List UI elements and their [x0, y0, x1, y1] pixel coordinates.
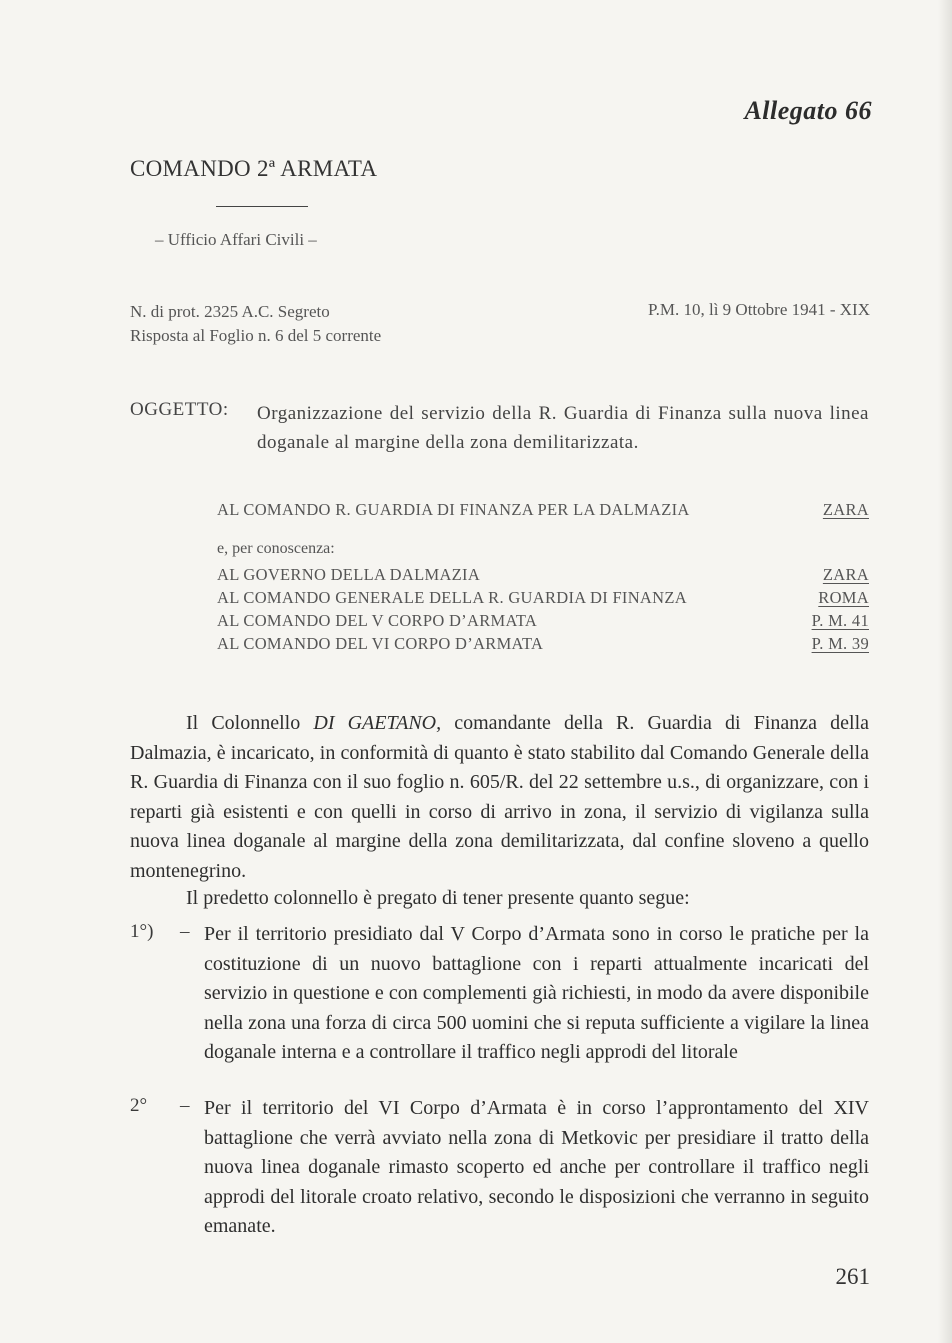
document-date: P.M. 10, lì 9 Ottobre 1941 - XIX [648, 300, 870, 319]
office-subheading: – Ufficio Affari Civili – [155, 230, 317, 249]
recipient-place: P. M. 39 [811, 634, 869, 653]
command-heading: COMANDO 2ª ARMATA [130, 156, 378, 181]
item-text: Per il territorio presidiato dal V Corpo d’Armata sono in corso le pratiche per la costituzione di un nuovo battaglione con i reparti attualmente incaricati del servizio in questione e con complementi già richiesti, in modo da avere disponibile nella zona una forza di circa 500 uomini che si reputa sufficiente a vigilare la linea doganale interna e a controllare il traffico negli approdi del litorale [204, 923, 869, 1063]
recipient-name: AL GOVERNO DELLA DALMAZIA [217, 565, 481, 584]
recipient-name: AL COMANDO R. GUARDIA DI FINANZA PER LA DALMAZIA [217, 500, 690, 519]
para1-rest: comandante della R. Guardia di Finanza della Dalmazia, è incaricato, in conformità di quanto è stato stabilito dal Comando Generale della R. Guardia di Finanza con il suo foglio n. 605/R. del 22 settembre u.s., di organizzare, con i reparti già esistenti e con quelli in corso di arrivo in zona, il servizio di vigilanza sulla nuova linea doganale al margine della zona demilitarizzata, dal confine sloveno a quello montenegrino. [130, 712, 869, 882]
item-dash: – [180, 921, 190, 942]
cc-recipient [217, 634, 869, 654]
cc-label: e, per conoscenza: [217, 540, 335, 557]
item-number: 1°) [130, 921, 154, 942]
recipient-name: AL COMANDO DEL V CORPO D’ARMATA [217, 611, 538, 630]
page-number: 261 [835, 1264, 870, 1289]
cc-recipient [217, 588, 869, 608]
recipient-place: ZARA [822, 500, 869, 519]
recipient-place: ROMA [818, 588, 869, 607]
annex-heading: Allegato 66 [744, 96, 872, 125]
body-paragraph-1 [130, 709, 869, 886]
subject-label: OGGETTO: [130, 399, 229, 420]
protocol-block [130, 300, 381, 348]
item-dash: – [180, 1095, 190, 1116]
reply-reference: Risposta al Foglio n. 6 del 5 corrente [130, 326, 382, 345]
para2-text: Il predetto colonnello è pregato di tener presente quanto segue: [186, 887, 690, 909]
recipient-name: AL COMANDO DEL VI CORPO D’ARMATA [217, 634, 544, 653]
cc-recipient [217, 565, 869, 585]
recipient-place: P. M. 41 [811, 611, 869, 630]
subject-text: Organizzazione del servizio della R. Guardia di Finanza sulla nuova linea doganale al margine della zona demilitarizzata. [257, 403, 869, 453]
primary-recipient [217, 500, 869, 520]
para1-start: Il Colonnello [186, 712, 314, 734]
recipient-name: AL COMANDO GENERALE DELLA R. GUARDIA DI FINANZA [217, 588, 687, 607]
colonel-name: DI GAETANO, [313, 712, 442, 734]
protocol-number: N. di prot. 2325 A.C. Segreto [130, 302, 330, 321]
cc-recipient [217, 611, 869, 631]
item-number: 2° [130, 1095, 148, 1116]
item-text: Per il territorio del VI Corpo d’Armata è in corso l’approntamento del XIV battaglione che verrà avviato nella zona di Metkovic per presidiare il tratto della nuova linea doganale rimasto scoperto ed anche per controllare il traffico negli approdi del litorale croato relativo, secondo le disposizioni che verranno in seguito emanate. [204, 1097, 869, 1237]
recipient-place: ZARA [822, 565, 869, 584]
page-edge-shadow [938, 0, 952, 1343]
heading-rule [216, 206, 308, 207]
body-paragraph-2 [130, 884, 869, 914]
